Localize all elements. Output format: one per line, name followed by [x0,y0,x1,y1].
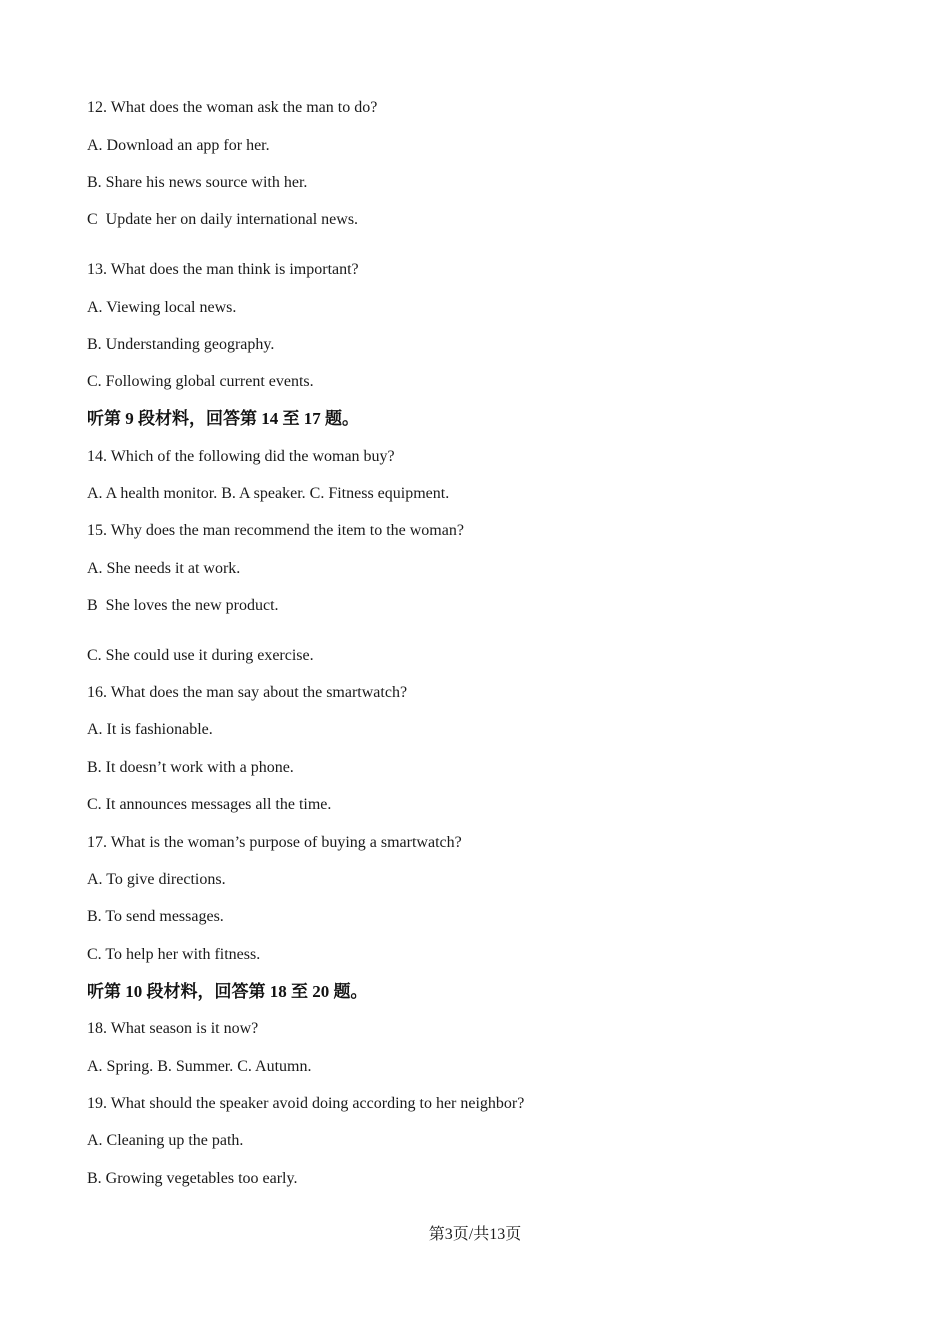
question-16-stem: 16. What does the man say about the smartwatch? [87,684,408,701]
question-13-stem: 13. What does the man think is important? [87,261,359,278]
question-18-options: A. Spring. B. Summer. C. Autumn. [87,1058,312,1075]
question-12-option-a: A. Download an app for her. [87,137,270,154]
question-17-stem: 17. What is the woman’s purpose of buying a smartwatch? [87,834,462,851]
question-14-stem: 14. Which of the following did the woman buy? [87,448,395,465]
question-16-option-c: C. It announces messages all the time. [87,796,332,813]
question-17-option-a: A. To give directions. [87,871,226,888]
question-14-options: A. A health monitor. B. A speaker. C. Fitness equipment. [87,485,450,502]
question-12-stem: 12. What does the woman ask the man to do? [87,99,378,116]
section-9-heading: 听第 9 段材料，回答第 14 至 17 题。 [87,409,359,428]
question-13-option-b: B. Understanding geography. [87,336,275,353]
question-17-option-b: B. To send messages. [87,908,224,925]
question-12-option-b: B. Share his news source with her. [87,174,308,191]
question-15-option-c: C. She could use it during exercise. [87,647,314,664]
section-10-heading: 听第 10 段材料，回答第 18 至 20 题。 [87,982,368,1001]
question-13-option-a: A. Viewing local news. [87,299,237,316]
question-16-option-a: A. It is fashionable. [87,721,213,738]
question-19-option-b: B. Growing vegetables too early. [87,1170,298,1187]
question-15-option-b: B She loves the new product. [87,597,279,614]
question-19-stem: 19. What should the speaker avoid doing according to her neighbor? [87,1095,525,1112]
question-15-option-a: A. She needs it at work. [87,560,241,577]
question-18-stem: 18. What season is it now? [87,1020,259,1037]
question-19-option-a: A. Cleaning up the path. [87,1132,244,1149]
question-15-stem: 15. Why does the man recommend the item to the woman? [87,522,464,539]
question-16-option-b: B. It doesn’t work with a phone. [87,759,294,776]
question-17-option-c: C. To help her with fitness. [87,946,261,963]
question-12-option-c: C Update her on daily international news. [87,211,359,228]
page-number-footer: 第3页/共13页 [428,1226,522,1243]
question-13-option-c: C. Following global current events. [87,373,314,390]
